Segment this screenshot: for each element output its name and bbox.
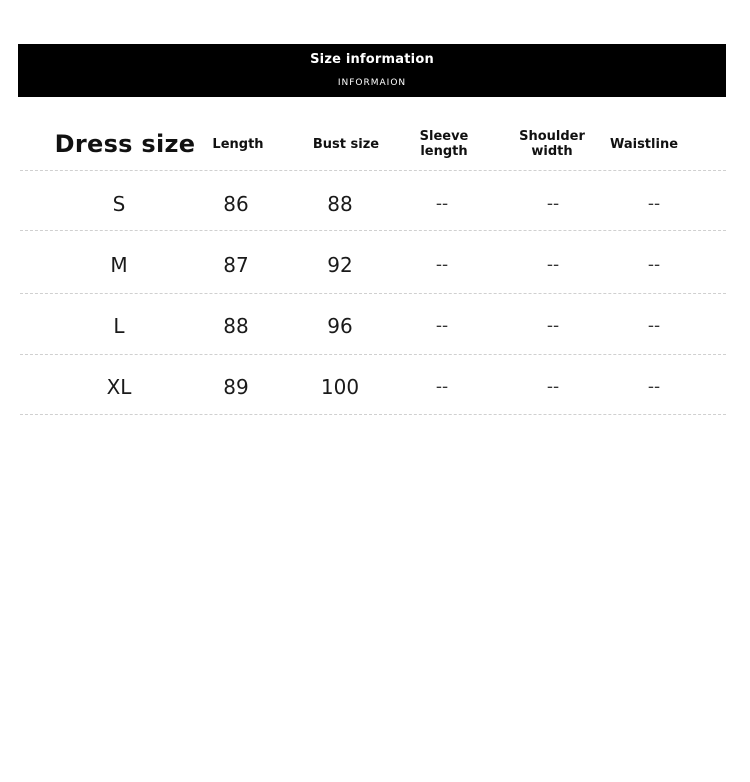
table-header-row [20, 118, 726, 170]
cell-sleeve: -- [435, 377, 449, 397]
cell-size: M [110, 253, 128, 277]
header-length: Length [212, 136, 264, 152]
cell-sleeve: -- [435, 316, 449, 336]
table-row [20, 174, 726, 234]
cell-waist: -- [647, 377, 661, 397]
cell-size: S [112, 192, 126, 216]
banner-title: Size information [310, 52, 434, 67]
cell-bust: 92 [327, 253, 353, 277]
cell-shoulder: -- [546, 255, 560, 275]
table-row [20, 357, 726, 417]
table-row [20, 296, 726, 356]
header-dress-size: Dress size [54, 130, 196, 158]
row-divider [20, 170, 726, 171]
header-bust-size: Bust size [312, 136, 380, 152]
table-row [20, 235, 726, 295]
cell-waist: -- [647, 194, 661, 214]
cell-length: 88 [223, 314, 249, 338]
cell-size: XL [106, 375, 132, 399]
row-divider [20, 354, 726, 355]
cell-shoulder: -- [546, 194, 560, 214]
cell-waist: -- [647, 255, 661, 275]
banner-subtitle: INFORMAION [337, 78, 407, 88]
header-sleeve-length: Sleeve length [419, 129, 469, 159]
row-divider [20, 230, 726, 231]
header-shoulder-width: Shoulder width [519, 129, 585, 159]
cell-length: 89 [223, 375, 249, 399]
cell-bust: 88 [327, 192, 353, 216]
cell-bust: 100 [320, 375, 360, 399]
cell-shoulder: -- [546, 377, 560, 397]
cell-length: 87 [223, 253, 249, 277]
cell-bust: 96 [327, 314, 353, 338]
cell-waist: -- [647, 316, 661, 336]
header-waistline: Waistline [609, 136, 679, 152]
cell-sleeve: -- [435, 194, 449, 214]
cell-sleeve: -- [435, 255, 449, 275]
cell-shoulder: -- [546, 316, 560, 336]
cell-length: 86 [223, 192, 249, 216]
row-divider [20, 293, 726, 294]
cell-size: L [113, 314, 125, 338]
size-info-banner [18, 44, 726, 97]
row-divider [20, 414, 726, 415]
